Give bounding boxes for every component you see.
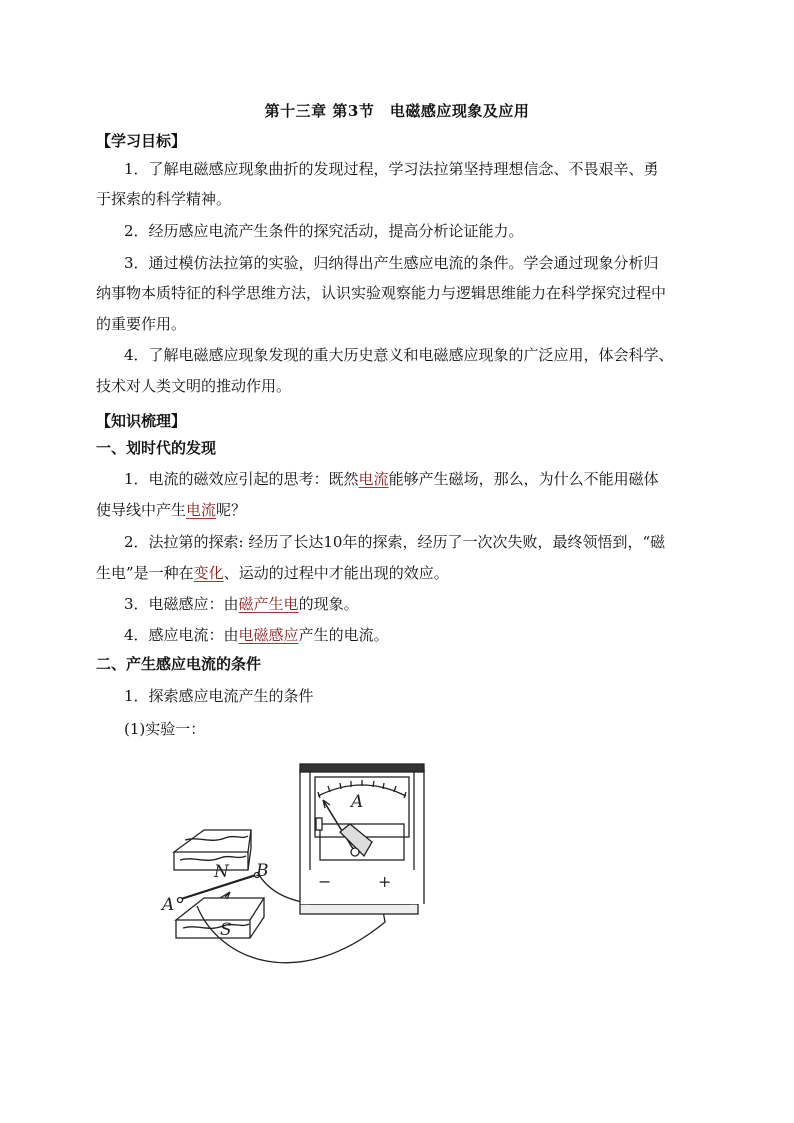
text: 4．感应电流：由 bbox=[124, 626, 239, 644]
knowledge-3 bbox=[124, 594, 359, 614]
objective-3-line-1: 3．通过模仿法拉第的实验，归纳得出产生感应电流的条件。学会通过现象分析归 bbox=[124, 254, 659, 272]
magnet-n-label: N bbox=[214, 862, 229, 882]
text: 3．电磁感应：由 bbox=[124, 595, 239, 613]
objective-3-line-3: 的重要作用。 bbox=[96, 315, 187, 333]
text: 、运动的过程中才能出现的效应。 bbox=[223, 564, 449, 582]
meter-top bbox=[300, 764, 424, 772]
objective-4-line-2: 技术对人类文明的推动作用。 bbox=[96, 377, 292, 395]
meter-plus-label: + bbox=[378, 872, 392, 891]
page-title: 第十三章 第3节 电磁感应现象及应用 bbox=[264, 102, 530, 120]
point-b-label: B bbox=[256, 861, 269, 881]
objective-2-line-1: 2．经历感应电流产生条件的探究活动，提高分析论证能力。 bbox=[124, 222, 524, 240]
knowledge-2-line-1: 2．法拉第的探索: 经历了长达10年的探索，经历了一次次失败，最终领悟到，“磁 bbox=[124, 533, 666, 551]
answer-blank: 变化 bbox=[193, 564, 224, 582]
text: 的现象。 bbox=[298, 595, 359, 613]
text: 产生的电流。 bbox=[298, 626, 389, 644]
answer-blank: 电磁感应 bbox=[238, 626, 299, 644]
section-1-heading: 一、划时代的发现 bbox=[96, 439, 217, 457]
text: 生电”是一种在 bbox=[96, 564, 194, 582]
experiment-1-label: (1)实验一： bbox=[124, 720, 206, 738]
knowledge-1-line-2 bbox=[96, 500, 246, 520]
experiment-figure bbox=[150, 752, 570, 992]
answer-blank: 磁产生电 bbox=[238, 595, 299, 613]
objective-4-line-1: 4．了解电磁感应现象发现的重大历史意义和电磁感应现象的广泛应用，体会科学、 bbox=[124, 346, 674, 364]
objective-1-line-1: 1．了解电磁感应现象曲折的发现过程，学习法拉第坚持理想信念、不畏艰辛、勇 bbox=[124, 160, 659, 178]
meter-minus-label: − bbox=[318, 872, 332, 891]
knowledge-heading: 【知识梳理】 bbox=[96, 412, 187, 430]
text: 1．电流的磁效应引起的思考：既然 bbox=[124, 470, 359, 488]
section-2-heading: 二、产生感应电流的条件 bbox=[96, 655, 262, 673]
objective-3-line-2: 纳事物本质特征的科学思维方法，认识实验观察能力与逻辑思维能力在科学探究过程中 bbox=[96, 284, 667, 302]
objective-1-line-2: 于探索的科学精神。 bbox=[96, 190, 232, 208]
text: 能够产生磁场，那么，为什么不能用磁体 bbox=[388, 470, 659, 488]
point-a-label: A bbox=[162, 895, 175, 915]
knowledge-1-line-1 bbox=[124, 469, 659, 489]
objectives-heading: 【学习目标】 bbox=[96, 132, 187, 150]
answer-blank: 电流 bbox=[186, 501, 217, 519]
text: 使导线中产生 bbox=[96, 501, 187, 519]
section-2-item-1: 1．探索感应电流产生的条件 bbox=[124, 687, 314, 705]
text: 呢？ bbox=[216, 501, 247, 519]
knowledge-4 bbox=[124, 625, 389, 645]
magnet-s-label: S bbox=[220, 920, 232, 940]
answer-blank: 电流 bbox=[358, 470, 389, 488]
meter-ammeter-label: A bbox=[351, 792, 364, 812]
meter-pivot bbox=[351, 848, 359, 856]
knowledge-2-line-2 bbox=[96, 563, 449, 583]
